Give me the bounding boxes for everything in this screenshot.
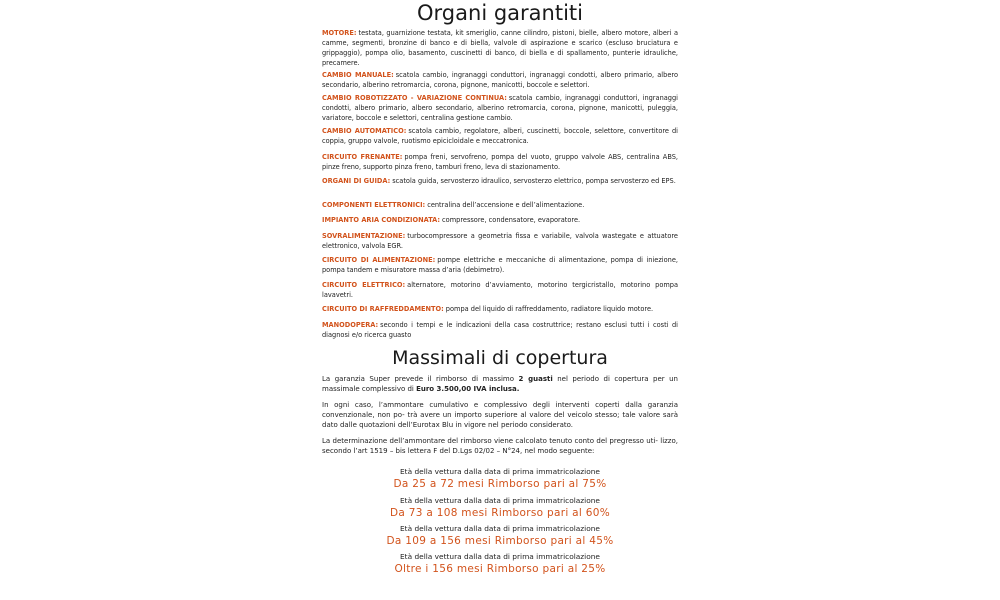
organ-text: pompa del liquido di raffreddamento, radiatore liquido motore. xyxy=(445,305,654,313)
massimali-title: Massimali di copertura xyxy=(392,347,608,369)
organ-item xyxy=(322,176,678,186)
rimborso-rate: Da 109 a 156 mesi Rimborso pari al 45% xyxy=(386,535,614,547)
organ-label: CIRCUITO DI ALIMENTAZIONE: xyxy=(322,256,436,264)
rimborso-rate: Oltre i 156 mesi Rimborso pari al 25% xyxy=(394,563,606,575)
organ-item xyxy=(322,126,678,146)
organ-text: compressore, condensatore, evaporatore. xyxy=(442,216,581,224)
organ-item xyxy=(322,93,678,123)
organ-item xyxy=(322,200,678,210)
organ-label: CAMBIO AUTOMATICO: xyxy=(322,127,407,135)
organ-item xyxy=(322,255,678,275)
massimali-paragraph-2: In ogni caso, l’ammontare cumulativo e complessivo degli interventi coperti dalla garanzia convenzionale, non po- trà avere un importo superiore al valore del veicolo stesso; tale valore sarà dato dalle quotazioni dell’Eurotax Blu in vigore nel periodo considerato. xyxy=(322,401,678,429)
organ-text: centralina dell’accensione e dell’alimentazione. xyxy=(427,201,585,209)
organ-label: CAMBIO ROBOTIZZATO - VARIAZIONE CONTINUA: xyxy=(322,94,507,102)
organ-label: CAMBIO MANUALE: xyxy=(322,71,394,79)
organ-label: SOVRALIMENTAZIONE: xyxy=(322,232,406,240)
organ-text: scatola cambio, ingranaggi conduttori, ingranaggi condotti, albero primario, albero secondario, alberino retromarcia, corona, pignone, manicotti, puleggia, variatore, boccole e selettori, centralina gestione cambio. xyxy=(322,94,678,122)
organ-text: scatola guida, servosterzo idraulico, servosterzo elettrico, pompa servosterzo ed EPS. xyxy=(392,177,676,185)
organ-item xyxy=(322,152,678,172)
organ-text: scatola cambio, ingranaggi conduttori, ingranaggi condotti, albero primario, albero secondario, alberino retromarcia, corona, pignone, manicotti, boccole e selettori. xyxy=(322,71,678,89)
organ-label: MOTORE: xyxy=(322,29,357,37)
organ-text: pompe elettriche e meccaniche di alimentazione, pompa di iniezione, pompa tandem e misuratore massa d’aria (debimetro). xyxy=(322,256,678,274)
organ-label: MANODOPERA: xyxy=(322,321,379,329)
rimborso-rate: Da 73 a 108 mesi Rimborso pari al 60% xyxy=(390,507,610,519)
organ-text: scatola cambio, regolatore, alberi, cuscinetti, boccole, selettore, convertitore di coppia, gruppo valvole, ruotismo epicicloidale e meccatronica. xyxy=(322,127,678,145)
rimborso-age-label: Età della vettura dalla data di prima immatricolazione xyxy=(400,467,600,476)
organ-label: COMPONENTI ELETTRONICI: xyxy=(322,201,426,209)
organ-item xyxy=(322,70,678,90)
organi-title: Organi garantiti xyxy=(417,1,583,25)
organ-item xyxy=(322,231,678,251)
organ-label: CIRCUITO DI RAFFREDDAMENTO: xyxy=(322,305,444,313)
massimali-paragraph-1: La garanzia Super prevede il rimborso di massimo 2 guasti nel periodo di copertura per un massimale complessivo di Euro 3.500,00 IVA inclusa. xyxy=(322,375,678,393)
organ-text: turbocompressore a geometria fissa e variabile, valvola wastegate e attuatore elettronico, valvola EGR. xyxy=(322,232,678,250)
rimborso-age-label: Età della vettura dalla data di prima immatricolazione xyxy=(400,552,600,561)
rimborso-age-label: Età della vettura dalla data di prima immatricolazione xyxy=(400,524,600,533)
organ-text: testata, guarnizione testata, kit smeriglio, canne cilindro, pistoni, bielle, albero motore, alberi a camme, segmenti, bronzine di banco e di biella, valvole di aspirazione e scarico (escluso bruciatura e grippaggio), pompa olio, basamento, cuscinetti di banco, di biella e di spallamento, punterie idrauliche, precamere. xyxy=(322,29,678,67)
organ-item xyxy=(322,28,678,68)
organ-label: IMPIANTO ARIA CONDIZIONATA: xyxy=(322,216,441,224)
organ-item xyxy=(322,304,678,314)
organ-label: ORGANI DI GUIDA: xyxy=(322,177,391,185)
organ-item xyxy=(322,320,678,340)
organ-item xyxy=(322,280,678,300)
organ-text: alternatore, motorino d’avviamento, motorino tergicristallo, motorino pompa lavavetri. xyxy=(322,281,678,299)
organ-text: pompa freni, servofreno, pompa del vuoto, gruppo valvole ABS, centralina ABS, pinze freno, supporto pinza freno, tamburi freno, leva di stazionamento. xyxy=(322,153,679,171)
organ-label: CIRCUITO FRENANTE: xyxy=(322,153,403,161)
rimborso-rate: Da 25 a 72 mesi Rimborso pari al 75% xyxy=(393,478,607,490)
organ-label: CIRCUITO ELETTRICO: xyxy=(322,281,406,289)
organ-text: secondo i tempi e le indicazioni della casa costruttrice; restano esclusi tutti i costi di diagnosi e/o ricerca guasto xyxy=(322,321,678,339)
rimborso-age-label: Età della vettura dalla data di prima immatricolazione xyxy=(400,496,600,505)
massimali-paragraph-3: La determinazione dell’ammontare del rimborso viene calcolato tenuto conto del pregresso uti- lizzo, secondo l’art 1519 – bis lettera F del D.Lgs 02/02 – N°24, nel modo seguente: xyxy=(322,437,678,455)
organ-item xyxy=(322,215,678,225)
